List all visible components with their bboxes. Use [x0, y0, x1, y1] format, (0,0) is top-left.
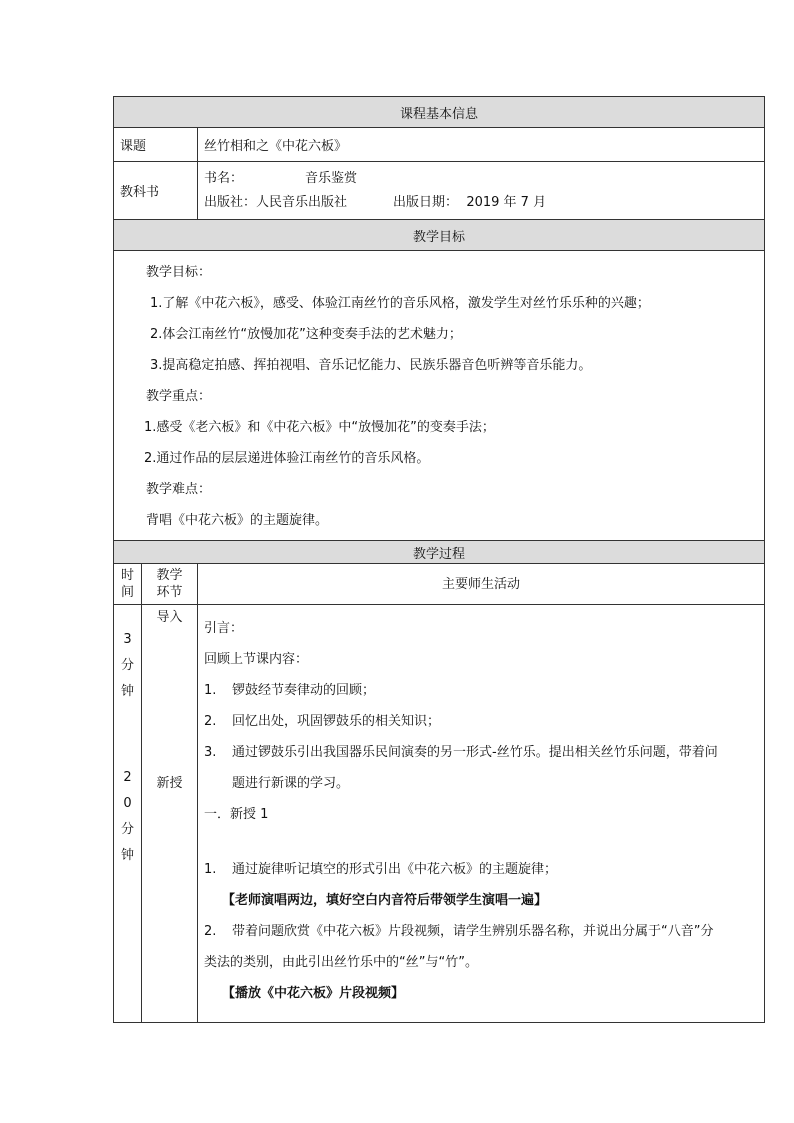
process-body-row: [114, 605, 765, 1023]
info-header-row: [114, 97, 765, 128]
stage-cell: [142, 605, 198, 1023]
textbook-info: [198, 162, 765, 220]
difficulty-text: 背唱《中花六板》的主题旋律。: [146, 513, 329, 528]
new-item: 1. 通过旋律听记填空的形式引出《中花六板》的主题旋律；: [204, 862, 558, 877]
new-item-cont: 类法的类别，由此引出丝竹乐中的“丝”与“竹”。: [204, 955, 478, 970]
new-item-note: 【播放《中花六板》片段视频】: [222, 986, 405, 1001]
info-header: 课程基本信息: [114, 97, 765, 128]
lesson-plan-table: [113, 96, 765, 1023]
goals-row: [114, 251, 765, 541]
difficulty-title: 教学难点：: [146, 482, 212, 497]
topic-row: [114, 128, 765, 162]
time-column-header: 时 间: [114, 564, 142, 605]
time-new: 2 0 分 钟: [120, 770, 134, 863]
goals-header: 教学目标: [114, 220, 765, 251]
new1-title: 一．新授 1: [204, 807, 269, 822]
publisher-line: 出版社：人民音乐出版社 出版日期： 2019 年 7 月: [204, 194, 547, 210]
goal-item: 3.提高稳定拍感、挥拍视唱、音乐记忆能力、民族乐器音色听辨等音乐能力。: [150, 358, 592, 373]
stage-new: 新授: [156, 776, 183, 791]
goal-item: 2.体会江南丝竹“放慢加花”这种变奏手法的艺术魅力；: [150, 327, 462, 342]
review-item: 3. 通过锣鼓乐引出我国器乐民间演奏的另一形式-丝竹乐。提出相关丝竹乐问题，带着问: [204, 745, 718, 760]
process-header-row: [114, 541, 765, 564]
stage-intro: 导入: [156, 610, 183, 625]
topic-label: 课题: [114, 128, 198, 162]
time-cell: [114, 605, 142, 1023]
new-item: 2. 带着问题欣赏《中花六板》片段视频，请学生辨别乐器名称，并说出分属于“八音”分: [204, 924, 714, 939]
goal-item: 1.了解《中花六板》，感受、体验江南丝竹的音乐风格，激发学生对丝竹乐乐种的兴趣；: [150, 296, 650, 311]
focus-item: 1.感受《老六板》和《中花六板》中“放慢加花”的变奏手法；: [144, 420, 495, 435]
topic-value: 丝竹相和之《中花六板》: [198, 128, 765, 162]
review-item: 2. 回忆出处，巩固锣鼓乐的相关知识；: [204, 714, 441, 729]
time-intro: 3 分 钟: [120, 632, 134, 699]
pubdate-value: 2019 年 7 月: [466, 194, 547, 210]
goals-cell: [114, 251, 765, 541]
intro-title: 引言：: [204, 621, 244, 636]
textbook-label: 教科书: [114, 162, 198, 220]
review-item-cont: 题进行新课的学习。: [232, 776, 350, 791]
review-item: 1. 锣鼓经节奏律动的回顾；: [204, 683, 376, 698]
publisher-value: 人民音乐出版社: [256, 194, 348, 210]
textbook-row: [114, 162, 765, 220]
goals-title: 教学目标：: [146, 265, 212, 280]
stage-column-header: 教学 环节: [142, 564, 198, 605]
book-name-line: 书名： 音乐鉴赏: [204, 170, 358, 186]
lesson-plan-page: [113, 96, 764, 1023]
book-name-value: 音乐鉴赏: [305, 170, 358, 186]
focus-item: 2.通过作品的层层递进体验江南丝竹的音乐风格。: [144, 451, 430, 466]
process-column-headers: [114, 564, 765, 605]
focus-title: 教学重点：: [146, 389, 212, 404]
review-title: 回顾上节课内容：: [204, 652, 309, 667]
new-item-note: 【老师演唱两边，填好空白内音符后带领学生演唱一遍】: [222, 893, 548, 908]
goals-header-row: [114, 220, 765, 251]
activity-column-header: 主要师生活动: [198, 564, 765, 605]
activity-cell: [198, 605, 765, 1023]
process-header: 教学过程: [114, 541, 765, 564]
